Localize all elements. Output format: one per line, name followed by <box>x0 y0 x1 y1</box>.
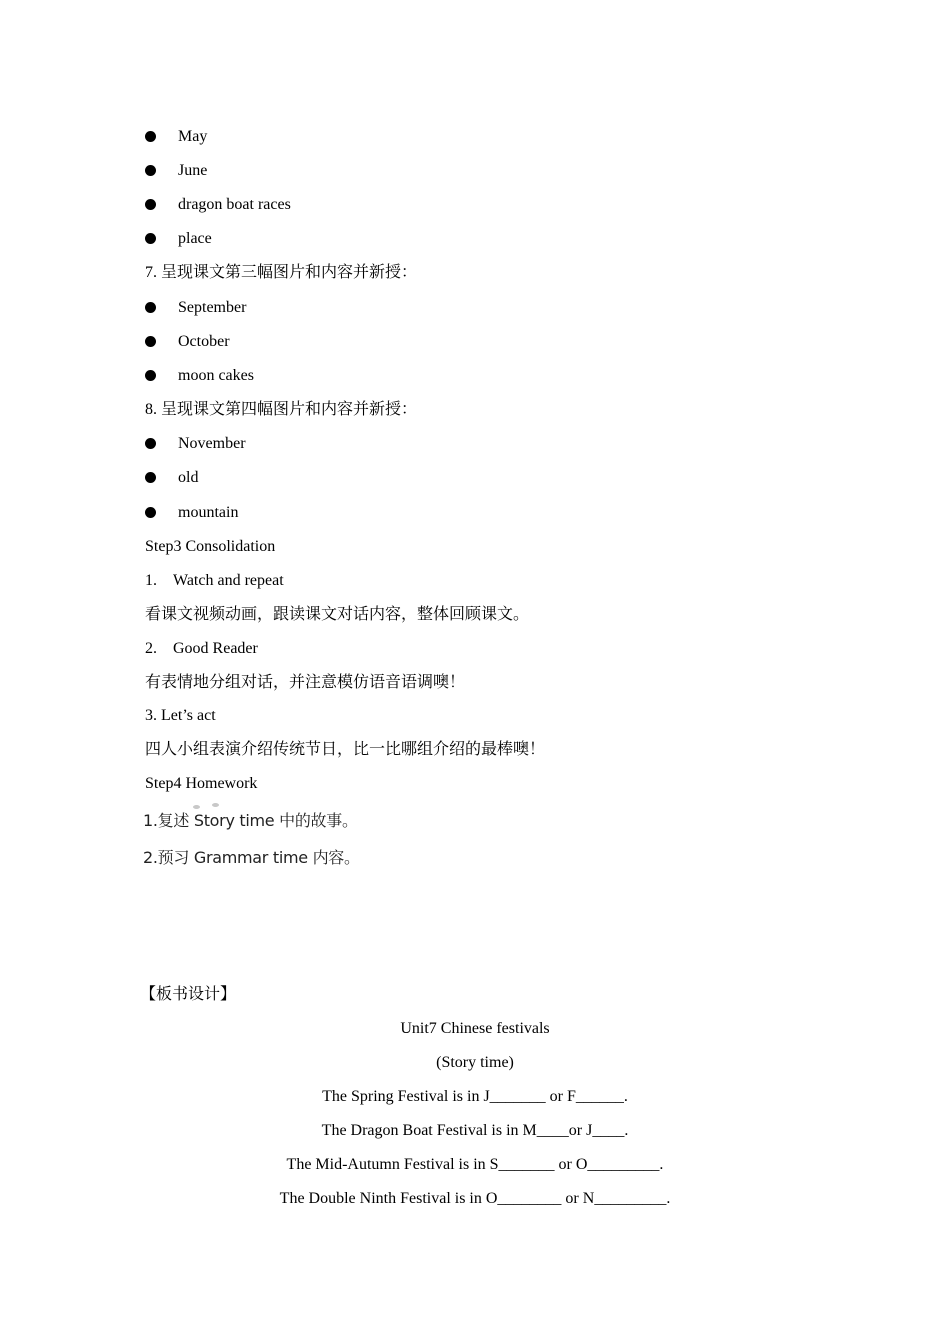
bullet-icon <box>145 336 156 347</box>
board-line: The Dragon Boat Festival is in M____or J____. <box>321 1122 629 1139</box>
scan-mark <box>193 805 200 809</box>
board-line: The Spring Festival is in J_______ or F______. <box>322 1088 628 1105</box>
board-subtitle: (Story time) <box>436 1054 514 1071</box>
bullet-icon <box>145 165 156 176</box>
bullet-icon <box>145 370 156 381</box>
board-heading: 【板书设计】 <box>140 986 237 1003</box>
consolidation-item-2: 2. Good Reader <box>145 640 258 657</box>
bullet-icon <box>145 131 156 142</box>
step3-heading: Step3 Consolidation <box>145 538 276 555</box>
bullet-icon <box>145 302 156 313</box>
board-title: Unit7 Chinese festivals <box>400 1020 550 1037</box>
board-line: The Mid-Autumn Festival is in S_______ or O_________. <box>286 1156 664 1173</box>
step4-heading: Step4 Homework <box>145 775 258 792</box>
homework-item-1: 1.复述 Story time 中的故事。 <box>143 811 358 830</box>
consolidation-item-2-desc: 有表情地分组对话，并注意模仿语音语调噢！ <box>145 674 466 691</box>
step8-heading: 8. 呈现课文第四幅图片和内容并新授： <box>145 401 418 418</box>
step7-heading: 7. 呈现课文第三幅图片和内容并新授： <box>145 264 418 281</box>
bullet-icon <box>145 507 156 518</box>
board-line: The Double Ninth Festival is in O________ or N_________. <box>279 1190 671 1207</box>
bullet-icon <box>145 233 156 244</box>
consolidation-item-1-desc: 看课文视频动画，跟读课文对话内容，整体回顾课文。 <box>145 606 530 623</box>
bullet-icon <box>145 472 156 483</box>
homework-item-2: 2.预习 Grammar time 内容。 <box>143 848 360 867</box>
consolidation-item-1: 1. Watch and repeat <box>145 572 284 589</box>
consolidation-item-3: 3. Let’s act <box>145 707 216 724</box>
consolidation-item-3-desc: 四人小组表演介绍传统节日，比一比哪组介绍的最棒噢！ <box>145 741 546 758</box>
bullet-icon <box>145 199 156 210</box>
bullet-icon <box>145 438 156 449</box>
scan-mark <box>212 803 219 807</box>
